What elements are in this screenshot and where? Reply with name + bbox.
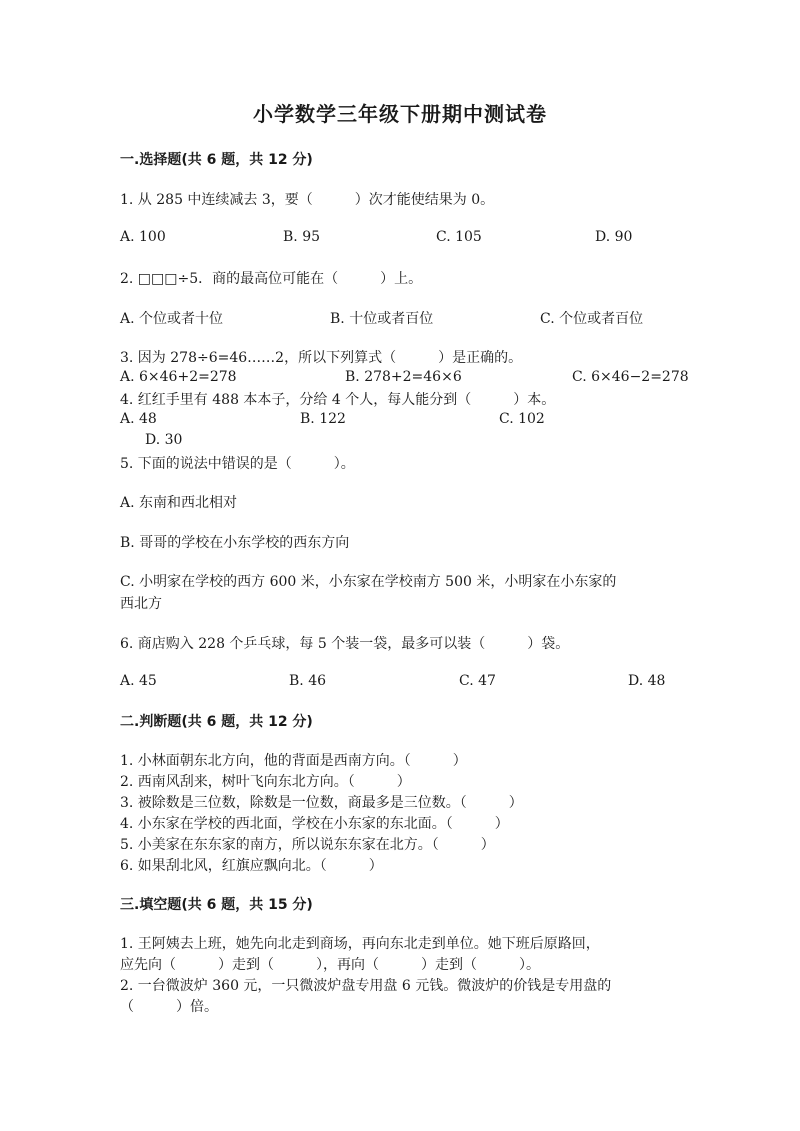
judgement-item: 4. 小东家在学校的西北面，学校在小东家的东北面。（ ） xyxy=(120,816,509,832)
fill-question-line: 1. 王阿姨去上班，她先向北走到商场，再向东北走到单位。她下班后原路回， xyxy=(120,936,600,952)
option-a: A. 个位或者十位 xyxy=(120,311,224,327)
option-a: A. 48 xyxy=(120,411,157,427)
section-heading-judgement: 二.判断题(共 6 题，共 12 分) xyxy=(120,714,313,730)
option-a: A. 6×46+2=278 xyxy=(120,369,237,385)
option-d: D. 30 xyxy=(145,432,183,448)
question-stem: 4. 红红手里有 488 本本子，分给 4 个人，每人能分到（ ）本。 xyxy=(120,392,556,408)
section-heading-fill: 三.填空题(共 6 题，共 15 分) xyxy=(120,897,313,913)
option-c: C. 47 xyxy=(459,673,496,689)
option-a: A. 100 xyxy=(120,229,166,245)
question-stem: 3. 因为 278÷6=46……2，所以下列算式（ ）是正确的。 xyxy=(120,350,523,366)
judgement-item: 5. 小美家在东东家的南方，所以说东东家在北方。（ ） xyxy=(120,837,495,853)
option-c: C. 6×46−2=278 xyxy=(572,369,689,385)
option-a: A. 45 xyxy=(120,673,157,689)
option-c-continued: 西北方 xyxy=(120,596,162,612)
option-d: D. 90 xyxy=(595,229,633,245)
section-heading-choice: 一.选择题(共 6 题，共 12 分) xyxy=(120,152,313,168)
option-b: B. 95 xyxy=(283,229,321,245)
option-c: C. 105 xyxy=(436,229,482,245)
option-c: C. 小明家在学校的西方 600 米，小东家在学校南方 500 米，小明家在小东家的 xyxy=(120,574,617,590)
option-b: B. 122 xyxy=(300,411,346,427)
option-c: C. 个位或者百位 xyxy=(540,311,644,327)
page-title: 小学数学三年级下册期中测试卷 xyxy=(253,102,547,126)
option-b: B. 278+2=46×6 xyxy=(345,369,462,385)
question-stem: 1. 从 285 中连续减去 3，要（ ）次才能使结果为 0。 xyxy=(120,192,495,208)
option-b: B. 46 xyxy=(289,673,327,689)
option-b: B. 哥哥的学校在小东学校的西东方向 xyxy=(120,535,350,551)
judgement-item: 6. 如果刮北风，红旗应飘向北。（ ） xyxy=(120,858,383,874)
option-a: A. 东南和西北相对 xyxy=(120,495,238,511)
question-stem: 2. □□□÷5．商的最高位可能在（ ）上。 xyxy=(120,271,423,287)
option-b: B. 十位或者百位 xyxy=(330,311,434,327)
question-stem: 6. 商店购入 228 个乒乓球，每 5 个装一袋，最多可以装（ ）袋。 xyxy=(120,636,570,652)
fill-question-line: 应先向（ ）走到（ ），再向（ ）走到（ ）。 xyxy=(120,957,540,973)
judgement-item: 2. 西南风刮来，树叶飞向东北方向。（ ） xyxy=(120,774,411,790)
fill-question-line: （ ）倍。 xyxy=(120,999,218,1015)
fill-question-line: 2. 一台微波炉 360 元，一只微波炉盘专用盘 6 元钱。微波炉的价钱是专用盘的 xyxy=(120,978,612,994)
judgement-item: 1. 小林面朝东北方向，他的背面是西南方向。（ ） xyxy=(120,753,467,769)
judgement-item: 3. 被除数是三位数，除数是一位数，商最多是三位数。（ ） xyxy=(120,795,523,811)
option-d: D. 48 xyxy=(628,673,666,689)
option-c: C. 102 xyxy=(499,411,545,427)
question-stem: 5. 下面的说法中错误的是（ ）。 xyxy=(120,456,355,472)
